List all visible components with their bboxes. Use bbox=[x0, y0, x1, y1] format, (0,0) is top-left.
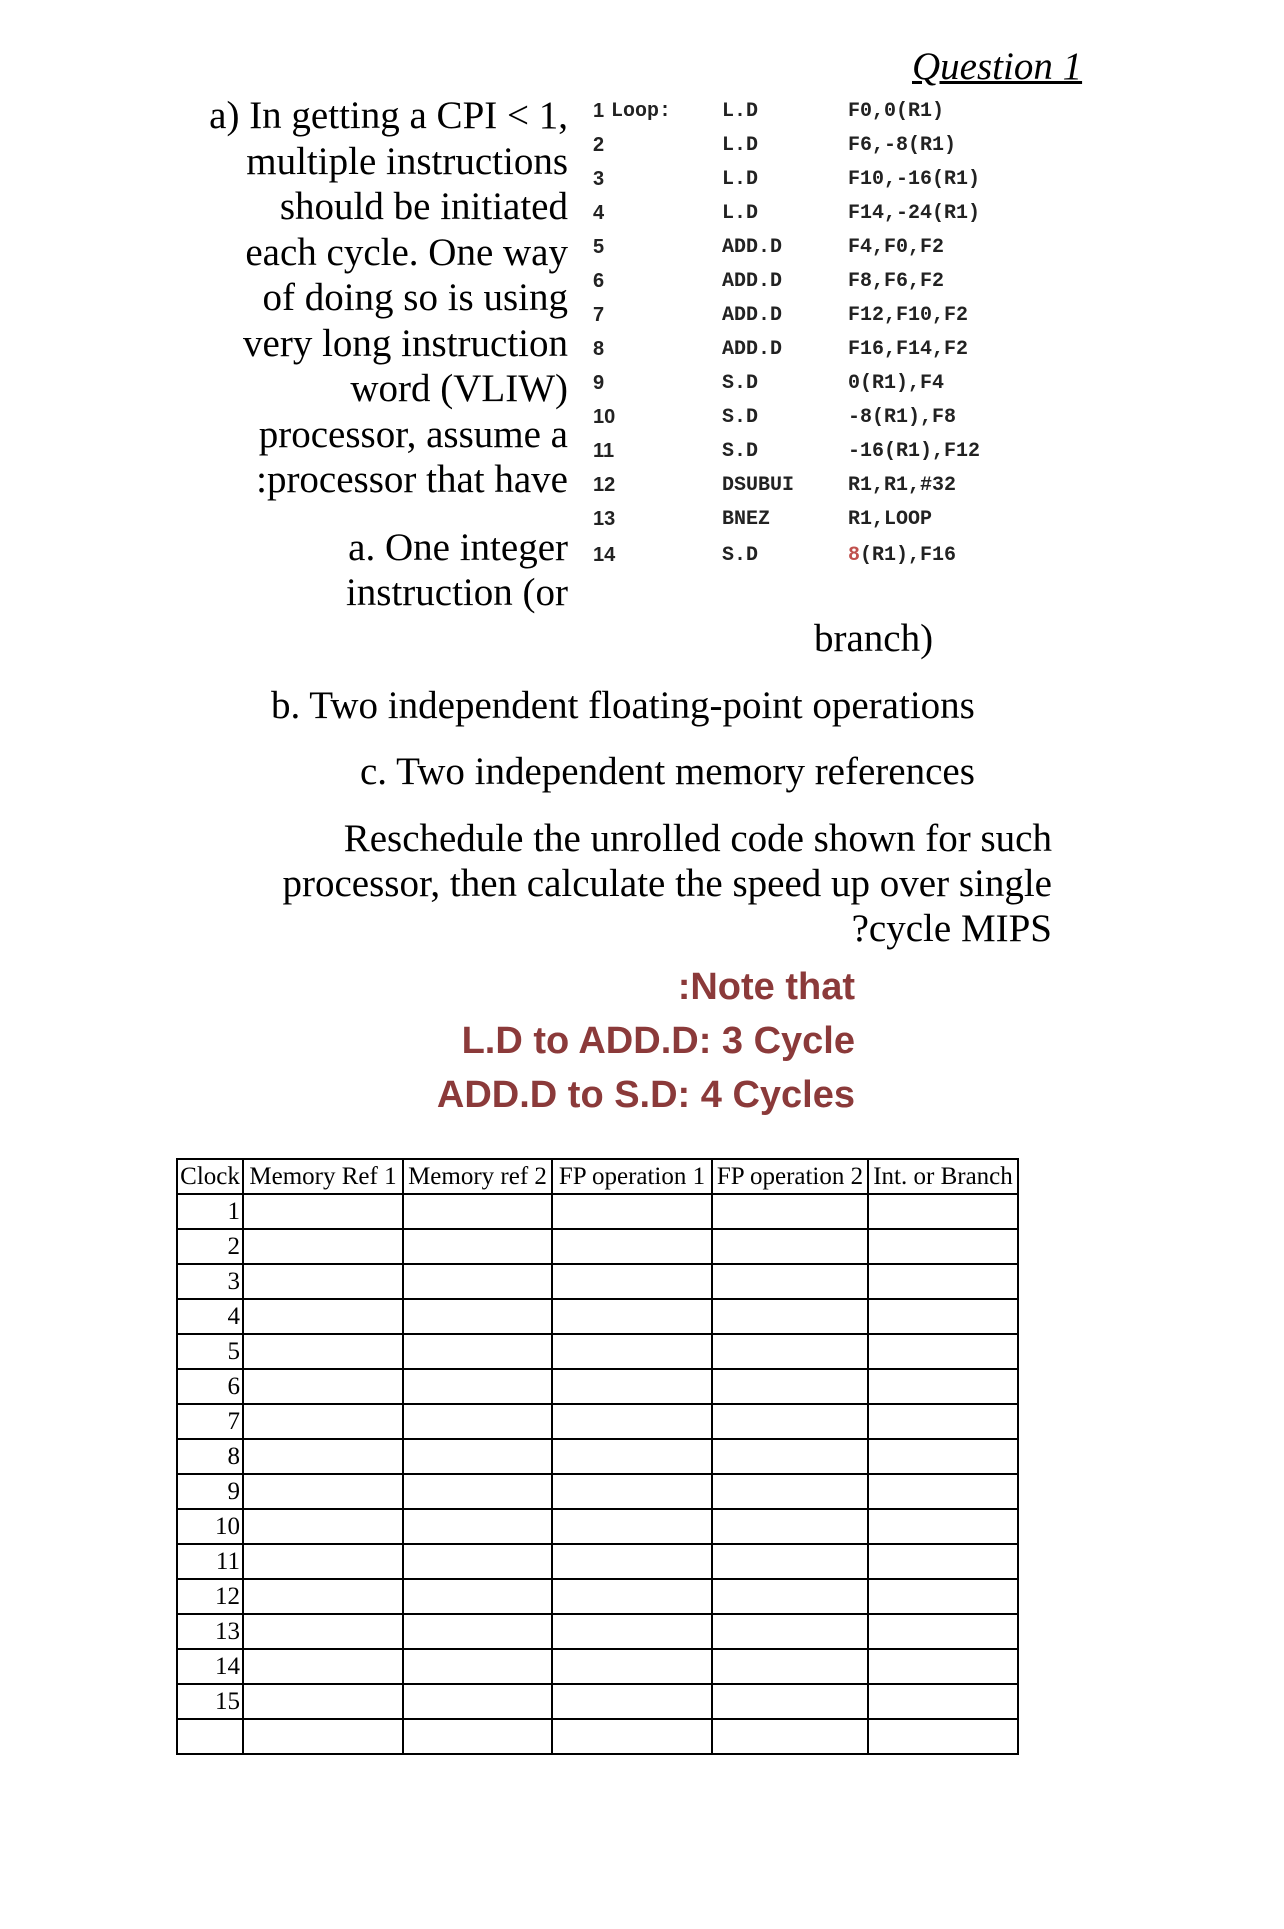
code-operands: R1,LOOP bbox=[848, 508, 933, 531]
memory-ref-1-cell[interactable] bbox=[243, 1264, 403, 1299]
code-operands: F12,F10,F2 bbox=[848, 304, 969, 327]
fp-operation-1-cell[interactable] bbox=[552, 1614, 712, 1649]
fp-operation-2-cell[interactable] bbox=[712, 1369, 868, 1404]
int-or-branch-cell[interactable] bbox=[868, 1404, 1018, 1439]
code-operands: F16,F14,F2 bbox=[848, 338, 969, 361]
schedule-table bbox=[176, 1158, 1019, 1755]
fp-operation-2-cell[interactable] bbox=[712, 1194, 868, 1229]
fp-operation-1-cell[interactable] bbox=[552, 1684, 712, 1719]
code-line bbox=[0, 372, 1284, 396]
code-opcode: L.D bbox=[722, 134, 759, 157]
line-number: 7 bbox=[593, 304, 605, 326]
header-clock: Clock bbox=[177, 1159, 243, 1194]
code-opcode: ADD.D bbox=[722, 304, 783, 327]
item-a-line: instruction (or bbox=[345, 571, 568, 614]
int-or-branch-cell[interactable] bbox=[868, 1579, 1018, 1614]
question-line: each cycle. One way bbox=[245, 230, 568, 274]
table-row bbox=[177, 1439, 1018, 1474]
code-opcode: L.D bbox=[722, 100, 759, 123]
header-fp-operation-2: FP operation 2 bbox=[712, 1159, 868, 1194]
code-line bbox=[0, 236, 1284, 260]
code-opcode: ADD.D bbox=[722, 270, 783, 293]
code-line bbox=[0, 406, 1284, 430]
table-row bbox=[177, 1614, 1018, 1649]
memory-ref-1-cell[interactable] bbox=[243, 1194, 403, 1229]
line-number: 3 bbox=[593, 168, 605, 190]
int-or-branch-cell[interactable] bbox=[868, 1334, 1018, 1369]
table-row bbox=[177, 1649, 1018, 1684]
fp-operation-2-cell[interactable] bbox=[712, 1579, 868, 1614]
fp-operation-1-cell[interactable] bbox=[552, 1474, 712, 1509]
fp-operation-2-cell[interactable] bbox=[712, 1684, 868, 1719]
memory-ref-2-cell[interactable] bbox=[403, 1439, 552, 1474]
table-row bbox=[177, 1334, 1018, 1369]
clock-cell: 13 bbox=[177, 1614, 243, 1649]
code-opcode: DSUBUI bbox=[722, 474, 795, 497]
fp-operation-1-cell[interactable] bbox=[552, 1509, 712, 1544]
code-operands bbox=[848, 544, 956, 567]
fp-operation-2-cell[interactable] bbox=[712, 1264, 868, 1299]
memory-ref-1-cell[interactable] bbox=[243, 1544, 403, 1579]
fp-operation-1-cell[interactable] bbox=[552, 1369, 712, 1404]
question-line: multiple instructions bbox=[246, 139, 568, 183]
int-or-branch-cell[interactable] bbox=[868, 1369, 1018, 1404]
item-a bbox=[346, 525, 568, 615]
code-line bbox=[0, 270, 1284, 294]
fp-operation-1-cell[interactable] bbox=[552, 1719, 712, 1754]
memory-ref-1-cell[interactable] bbox=[243, 1579, 403, 1614]
memory-ref-2-cell[interactable] bbox=[403, 1194, 552, 1229]
fp-operation-1-cell[interactable] bbox=[552, 1264, 712, 1299]
code-line bbox=[0, 544, 1284, 568]
memory-ref-2-cell[interactable] bbox=[403, 1544, 552, 1579]
memory-ref-1-cell[interactable] bbox=[243, 1369, 403, 1404]
question-line: very long instruction bbox=[243, 321, 568, 365]
line-number: 13 bbox=[593, 508, 616, 530]
fp-operation-2-cell[interactable] bbox=[712, 1509, 868, 1544]
int-or-branch-cell[interactable] bbox=[868, 1229, 1018, 1264]
code-line bbox=[0, 338, 1284, 362]
int-or-branch-cell[interactable] bbox=[868, 1614, 1018, 1649]
question-line: a) In getting a CPI < 1, bbox=[209, 94, 568, 137]
code-operands: -8(R1),F8 bbox=[848, 406, 957, 429]
header-memory-ref-1: Memory Ref 1 bbox=[243, 1159, 403, 1194]
clock-cell: 7 bbox=[177, 1404, 243, 1439]
code-operands: F10,-16(R1) bbox=[848, 168, 981, 191]
code-opcode: BNEZ bbox=[722, 508, 771, 531]
line-number: 10 bbox=[593, 406, 616, 428]
memory-ref-1-cell[interactable] bbox=[243, 1334, 403, 1369]
reschedule-instruction bbox=[283, 816, 1053, 951]
memory-ref-1-cell[interactable] bbox=[243, 1404, 403, 1439]
code-opcode: ADD.D bbox=[722, 236, 783, 259]
int-or-branch-cell[interactable] bbox=[868, 1649, 1018, 1684]
code-line bbox=[0, 202, 1284, 226]
clock-cell bbox=[177, 1719, 243, 1754]
reschedule-line: processor, then calculate the speed up over single bbox=[282, 862, 1052, 905]
line-number: 11 bbox=[593, 440, 615, 462]
memory-ref-1-cell[interactable] bbox=[243, 1614, 403, 1649]
line-number: 4 bbox=[593, 202, 605, 224]
int-or-branch-cell[interactable] bbox=[868, 1684, 1018, 1719]
fp-operation-2-cell[interactable] bbox=[712, 1474, 868, 1509]
clock-cell: 2 bbox=[177, 1229, 243, 1264]
clock-cell: 6 bbox=[177, 1369, 243, 1404]
memory-ref-2-cell[interactable] bbox=[403, 1509, 552, 1544]
memory-ref-1-cell[interactable] bbox=[243, 1439, 403, 1474]
line-number: 12 bbox=[593, 474, 616, 496]
table-row bbox=[177, 1719, 1018, 1754]
note-line: ADD.D to S.D: 4 Cycles bbox=[436, 1074, 855, 1116]
fp-operation-2-cell[interactable] bbox=[712, 1719, 868, 1754]
line-number: 14 bbox=[593, 544, 616, 566]
fp-operation-1-cell[interactable] bbox=[552, 1404, 712, 1439]
table-row bbox=[177, 1684, 1018, 1719]
fp-operation-2-cell[interactable] bbox=[712, 1614, 868, 1649]
table-row bbox=[177, 1264, 1018, 1299]
fp-operation-1-cell[interactable] bbox=[552, 1299, 712, 1334]
reschedule-line: ?cycle MIPS bbox=[851, 907, 1052, 950]
table-header-row bbox=[177, 1159, 1018, 1194]
clock-cell: 4 bbox=[177, 1299, 243, 1334]
memory-ref-1-cell[interactable] bbox=[243, 1649, 403, 1684]
int-or-branch-cell[interactable] bbox=[868, 1439, 1018, 1474]
fp-operation-2-cell[interactable] bbox=[712, 1649, 868, 1684]
fp-operation-2-cell[interactable] bbox=[712, 1439, 868, 1474]
fp-operation-2-cell[interactable] bbox=[712, 1229, 868, 1264]
code-line bbox=[0, 100, 1284, 124]
reschedule-line: Reschedule the unrolled code shown for such bbox=[343, 817, 1052, 860]
header-fp-operation-1: FP operation 1 bbox=[552, 1159, 712, 1194]
code-opcode: L.D bbox=[722, 202, 759, 225]
table-row bbox=[177, 1579, 1018, 1614]
memory-ref-1-cell[interactable] bbox=[243, 1684, 403, 1719]
memory-ref-2-cell[interactable] bbox=[403, 1474, 552, 1509]
int-or-branch-cell[interactable] bbox=[868, 1264, 1018, 1299]
code-opcode: ADD.D bbox=[722, 338, 783, 361]
fp-operation-2-cell[interactable] bbox=[712, 1299, 868, 1334]
note-line: L.D to ADD.D: 3 Cycle bbox=[461, 1020, 855, 1062]
memory-ref-2-cell[interactable] bbox=[403, 1684, 552, 1719]
code-opcode: S.D bbox=[722, 544, 759, 567]
question-line: should be initiated bbox=[279, 185, 568, 228]
memory-ref-1-cell[interactable] bbox=[243, 1229, 403, 1264]
item-b: b. Two independent floating-point operations bbox=[271, 684, 975, 727]
memory-ref-1-cell[interactable] bbox=[243, 1509, 403, 1544]
header-int-or-branch: Int. or Branch bbox=[868, 1159, 1018, 1194]
code-operands: -16(R1),F12 bbox=[848, 440, 981, 463]
table-row bbox=[177, 1369, 1018, 1404]
code-operands: F0,0(R1) bbox=[848, 100, 945, 123]
fp-operation-1-cell[interactable] bbox=[552, 1579, 712, 1614]
fp-operation-1-cell[interactable] bbox=[552, 1334, 712, 1369]
code-line bbox=[0, 134, 1284, 158]
code-operands: F4,F0,F2 bbox=[848, 236, 945, 259]
table-row bbox=[177, 1229, 1018, 1264]
code-opcode: S.D bbox=[722, 440, 759, 463]
item-c: c. Two independent memory references bbox=[360, 750, 975, 793]
memory-ref-2-cell[interactable] bbox=[403, 1719, 552, 1754]
code-operands: R1,R1,#32 bbox=[848, 474, 957, 497]
fp-operation-1-cell[interactable] bbox=[552, 1649, 712, 1684]
clock-cell: 3 bbox=[177, 1264, 243, 1299]
memory-ref-2-cell[interactable] bbox=[403, 1579, 552, 1614]
table-row bbox=[177, 1404, 1018, 1439]
fp-operation-1-cell[interactable] bbox=[552, 1194, 712, 1229]
code-line bbox=[0, 508, 1284, 532]
memory-ref-1-cell[interactable] bbox=[243, 1719, 403, 1754]
code-opcode: L.D bbox=[722, 168, 759, 191]
memory-ref-1-cell[interactable] bbox=[243, 1474, 403, 1509]
table-row bbox=[177, 1474, 1018, 1509]
highlighted-offset: 8 bbox=[848, 544, 861, 567]
fp-operation-1-cell[interactable] bbox=[552, 1229, 712, 1264]
memory-ref-2-cell[interactable] bbox=[403, 1369, 552, 1404]
line-number: 8 bbox=[593, 338, 605, 360]
clock-cell: 14 bbox=[177, 1649, 243, 1684]
fp-operation-2-cell[interactable] bbox=[712, 1544, 868, 1579]
memory-ref-2-cell[interactable] bbox=[403, 1229, 552, 1264]
question-title: Question 1 bbox=[912, 45, 1083, 88]
code-line bbox=[0, 304, 1284, 328]
line-number: 6 bbox=[593, 270, 605, 292]
clock-cell: 5 bbox=[177, 1334, 243, 1369]
code-line bbox=[0, 440, 1284, 464]
memory-ref-1-cell[interactable] bbox=[243, 1299, 403, 1334]
line-number: 2 bbox=[593, 134, 605, 156]
clock-cell: 8 bbox=[177, 1439, 243, 1474]
code-operands: 0(R1),F4 bbox=[848, 372, 945, 395]
memory-ref-2-cell[interactable] bbox=[403, 1299, 552, 1334]
question-line: word (VLIW) bbox=[350, 367, 568, 410]
item-a-tail: branch) bbox=[814, 617, 934, 660]
code-label: Loop: bbox=[611, 100, 672, 123]
fp-operation-2-cell[interactable] bbox=[712, 1334, 868, 1369]
item-a-line: a. One integer bbox=[348, 526, 568, 569]
memory-ref-2-cell[interactable] bbox=[403, 1334, 552, 1369]
fp-operation-1-cell[interactable] bbox=[552, 1439, 712, 1474]
question-line: processor, assume a bbox=[258, 412, 568, 456]
code-line bbox=[0, 474, 1284, 498]
int-or-branch-cell[interactable] bbox=[868, 1474, 1018, 1509]
clock-cell: 15 bbox=[177, 1684, 243, 1719]
table-row bbox=[177, 1544, 1018, 1579]
clock-cell: 1 bbox=[177, 1194, 243, 1229]
question-line: :processor that have bbox=[256, 458, 568, 501]
line-number: 5 bbox=[593, 236, 605, 258]
question-line: of doing so is using bbox=[262, 276, 568, 319]
code-opcode: S.D bbox=[722, 372, 759, 395]
int-or-branch-cell[interactable] bbox=[868, 1719, 1018, 1754]
table-row bbox=[177, 1299, 1018, 1334]
memory-ref-2-cell[interactable] bbox=[403, 1264, 552, 1299]
code-operands-rest: (R1),F16 bbox=[860, 544, 957, 567]
latency-note bbox=[437, 960, 855, 1122]
code-line bbox=[0, 168, 1284, 192]
int-or-branch-cell[interactable] bbox=[868, 1544, 1018, 1579]
int-or-branch-cell[interactable] bbox=[868, 1509, 1018, 1544]
clock-cell: 9 bbox=[177, 1474, 243, 1509]
clock-cell: 10 bbox=[177, 1509, 243, 1544]
header-memory-ref-2: Memory ref 2 bbox=[403, 1159, 552, 1194]
table-row bbox=[177, 1194, 1018, 1229]
code-operands: F6,-8(R1) bbox=[848, 134, 957, 157]
code-operands: F8,F6,F2 bbox=[848, 270, 945, 293]
line-number: 9 bbox=[593, 372, 605, 394]
code-opcode: S.D bbox=[722, 406, 759, 429]
fp-operation-1-cell[interactable] bbox=[552, 1544, 712, 1579]
table-row bbox=[177, 1509, 1018, 1544]
clock-cell: 12 bbox=[177, 1579, 243, 1614]
memory-ref-2-cell[interactable] bbox=[403, 1404, 552, 1439]
memory-ref-2-cell[interactable] bbox=[403, 1614, 552, 1649]
memory-ref-2-cell[interactable] bbox=[403, 1649, 552, 1684]
fp-operation-2-cell[interactable] bbox=[712, 1404, 868, 1439]
line-number: 1 bbox=[593, 100, 605, 122]
clock-cell: 11 bbox=[177, 1544, 243, 1579]
code-operands: F14,-24(R1) bbox=[848, 202, 981, 225]
int-or-branch-cell[interactable] bbox=[868, 1299, 1018, 1334]
note-line: :Note that bbox=[677, 966, 855, 1008]
int-or-branch-cell[interactable] bbox=[868, 1194, 1018, 1229]
